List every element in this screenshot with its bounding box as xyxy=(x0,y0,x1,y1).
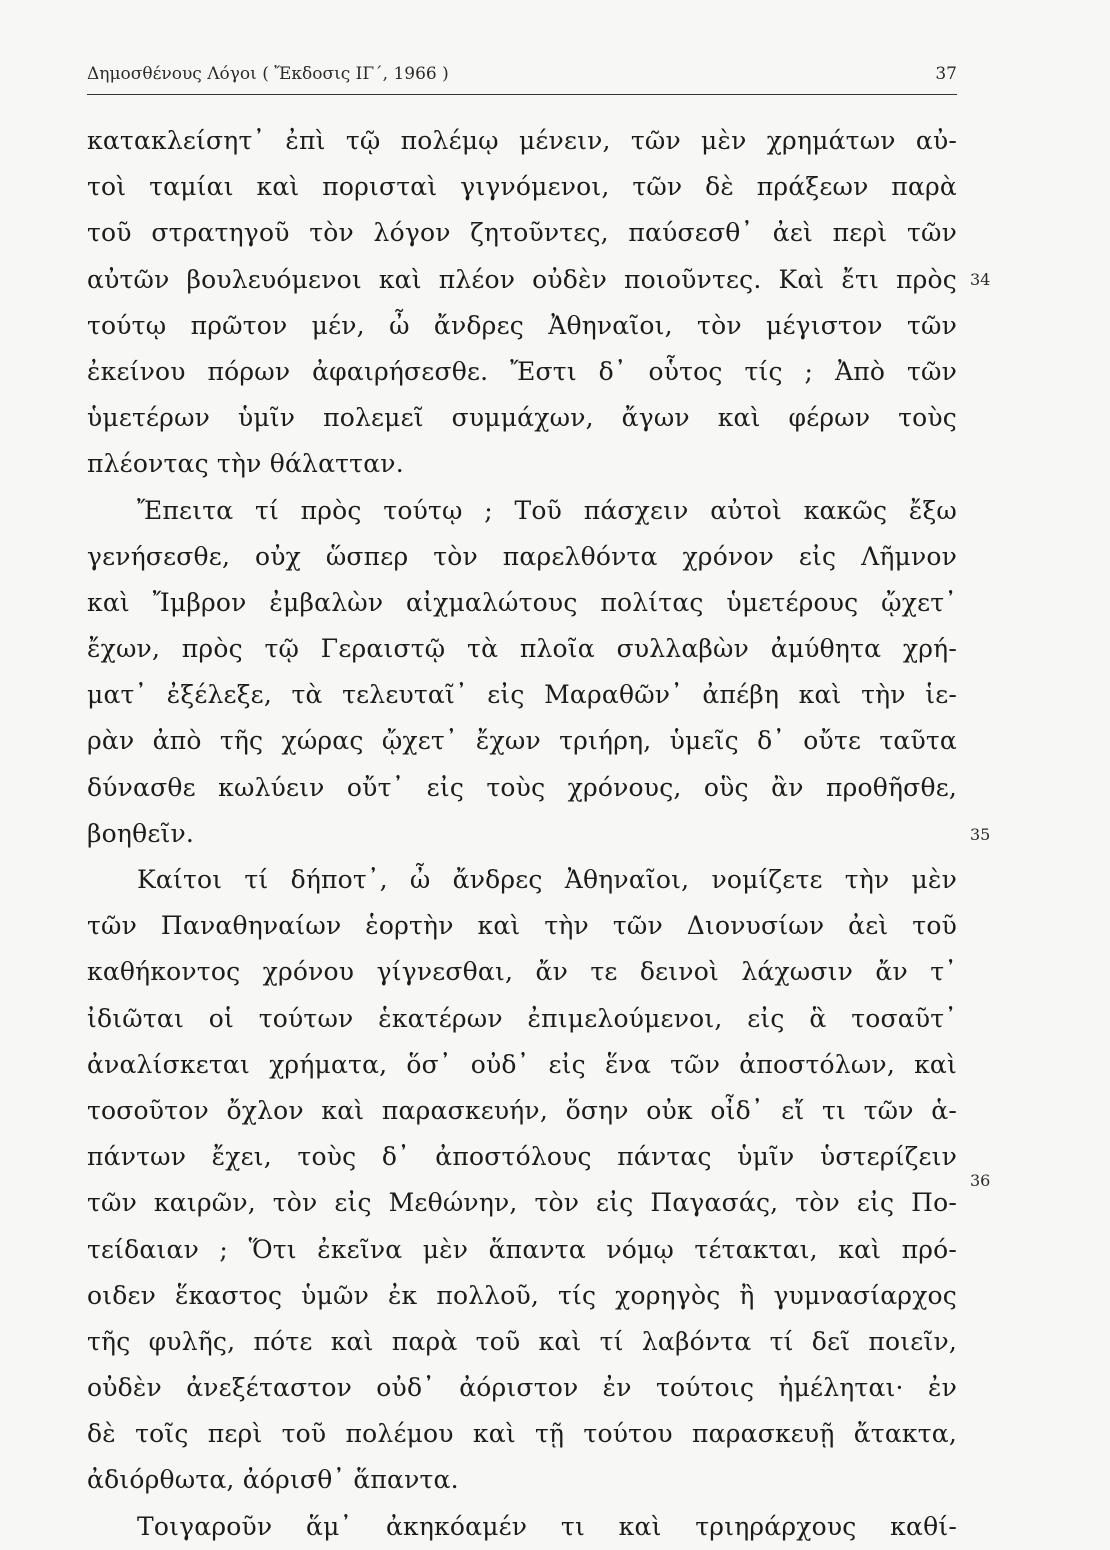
text-line: κατακλείσητ᾽ ἐπὶ τῷ πολέμῳ μένειν, τῶν μὲν χρημάτων αὐ- xyxy=(87,126,957,155)
margin-section-number: 34 xyxy=(970,270,991,289)
text-line: τῶν καιρῶν, τὸν εἰς Μεθώνην, τὸν εἰς Παγασάς, τὸν εἰς Πο- xyxy=(87,1188,957,1218)
text-line: ἀναλίσκεται χρήματα, ὅσ᾽ οὐδ᾽ εἰς ἕνα τῶν ἀποστόλων, καὶ xyxy=(87,1049,957,1079)
text-line: πλέοντας τὴν θάλατταν. xyxy=(87,449,404,479)
text-line: αὐτῶν βουλευόμενοι καὶ πλέον οὐδὲν ποιοῦντες. Καὶ ἔτι πρὸς xyxy=(87,264,957,294)
running-head xyxy=(87,64,957,90)
margin-section-number: 35 xyxy=(970,825,991,844)
text-line: τούτῳ πρῶτον μέν, ὦ ἄνδρες Ἀθηναῖοι, τὸν μέγιστον τῶν xyxy=(87,310,957,340)
text-line: τοῦ στρατηγοῦ τὸν λόγον ζητοῦντες, παύσεσθ᾽ ἀεὶ περὶ τῶν xyxy=(87,218,957,248)
text-line: ἐκείνου πόρων ἀφαιρήσεσθε. Ἔστι δ᾽ οὗτος τίς ; Ἀπὸ τῶν xyxy=(87,356,957,386)
text-line: βοηθεῖν. xyxy=(87,818,195,848)
text-line: τείδαιαν ; Ὅτι ἐκεῖνα μὲν ἅπαντα νόμῳ τέτακται, καὶ πρό- xyxy=(87,1234,957,1264)
text-line: πάντων ἔχει, τοὺς δ᾽ ἀποστόλους πάντας ὑμῖν ὑστερίζειν xyxy=(87,1142,957,1172)
header-rule xyxy=(87,94,957,95)
text-line: γενήσεσθε, οὐχ ὥσπερ τὸν παρελθόντα χρόνον εἰς Λῆμνον xyxy=(87,541,957,571)
text-line: τῆς φυλῆς, πότε καὶ παρὰ τοῦ καὶ τί λαβόντα τί δεῖ ποιεῖν, xyxy=(87,1326,957,1356)
running-head-title: Δημοσθένους Λόγοι ( Ἔκδοσις ΙΓ΄, 1966 ) xyxy=(87,64,449,84)
page-number: 37 xyxy=(935,64,957,84)
text-line: δὲ τοῖς περὶ τοῦ πολέμου καὶ τῇ τούτου παρασκευῇ ἄτακτα, xyxy=(87,1419,957,1449)
text-line: Ἔπειτα τί πρὸς τούτῳ ; Τοῦ πάσχειν αὐτοὶ κακῶς ἔξω xyxy=(137,495,957,525)
text-line: ὑμετέρων ὑμῖν πολεμεῖ συμμάχων, ἄγων καὶ φέρων τοὺς xyxy=(87,403,957,433)
text-line: καὶ Ἴμβρον ἐμβαλὼν αἰχμαλώτους πολίτας ὑμετέρους ᾤχετ᾽ xyxy=(87,587,957,617)
body-text xyxy=(87,118,957,1550)
text-line: τῶν Παναθηναίων ἑορτὴν καὶ τὴν τῶν Διονυσίων ἀεὶ τοῦ xyxy=(87,911,957,941)
text-line: ἔχων, πρὸς τῷ Γεραιστῷ τὰ πλοῖα συλλαβὼν ἀμύθητα χρή- xyxy=(87,634,957,664)
text-line: ρὰν ἀπὸ τῆς χώρας ᾤχετ᾽ ἔχων τριήρη, ὑμεῖς δ᾽ οὔτε ταῦτα xyxy=(87,726,957,756)
text-line: ἰδιῶται οἱ τούτων ἑκατέρων ἐπιμελούμενοι, εἰς ἃ τοσαῦτ᾽ xyxy=(87,1003,957,1033)
text-line: ματ᾽ ἐξέλεξε, τὰ τελευταῖ᾽ εἰς Μαραθῶν᾽ ἀπέβη καὶ τὴν ἱε- xyxy=(87,680,957,710)
text-line: τοσοῦτον ὄχλον καὶ παρασκευήν, ὅσην οὐκ οἶδ᾽ εἴ τι τῶν ἁ- xyxy=(87,1095,957,1125)
text-line: οὐδὲν ἀνεξέταστον οὐδ᾽ ἀόριστον ἐν τούτοις ἠμέληται· ἐν xyxy=(87,1373,957,1403)
margin-section-number: 36 xyxy=(970,1171,991,1190)
text-line: καθήκοντος χρόνου γίγνεσθαι, ἄν τε δεινοὶ λάχωσιν ἄν τ᾽ xyxy=(87,957,957,987)
text-line: Καίτοι τί δήποτ᾽, ὦ ἄνδρες Ἀθηναῖοι, νομίζετε τὴν μὲν xyxy=(137,865,957,894)
text-line: ἀδιόρθωτα, ἀόρισθ᾽ ἅπαντα. xyxy=(87,1465,459,1495)
text-line: οιδεν ἕκαστος ὑμῶν ἐκ πολλοῦ, τίς χορηγὸς ἢ γυμνασίαρχος xyxy=(87,1280,957,1310)
text-line: τοὶ ταμίαι καὶ πορισταὶ γιγνόμενοι, τῶν δὲ πράξεων παρὰ xyxy=(87,172,957,202)
text-line: Τοιγαροῦν ἅμ᾽ ἀκηκόαμέν τι καὶ τριηράρχους καθί- xyxy=(137,1511,957,1541)
text-line: δύνασθε κωλύειν οὔτ᾽ εἰς τοὺς χρόνους, οὓς ἂν προθῆσθε, xyxy=(87,772,957,802)
